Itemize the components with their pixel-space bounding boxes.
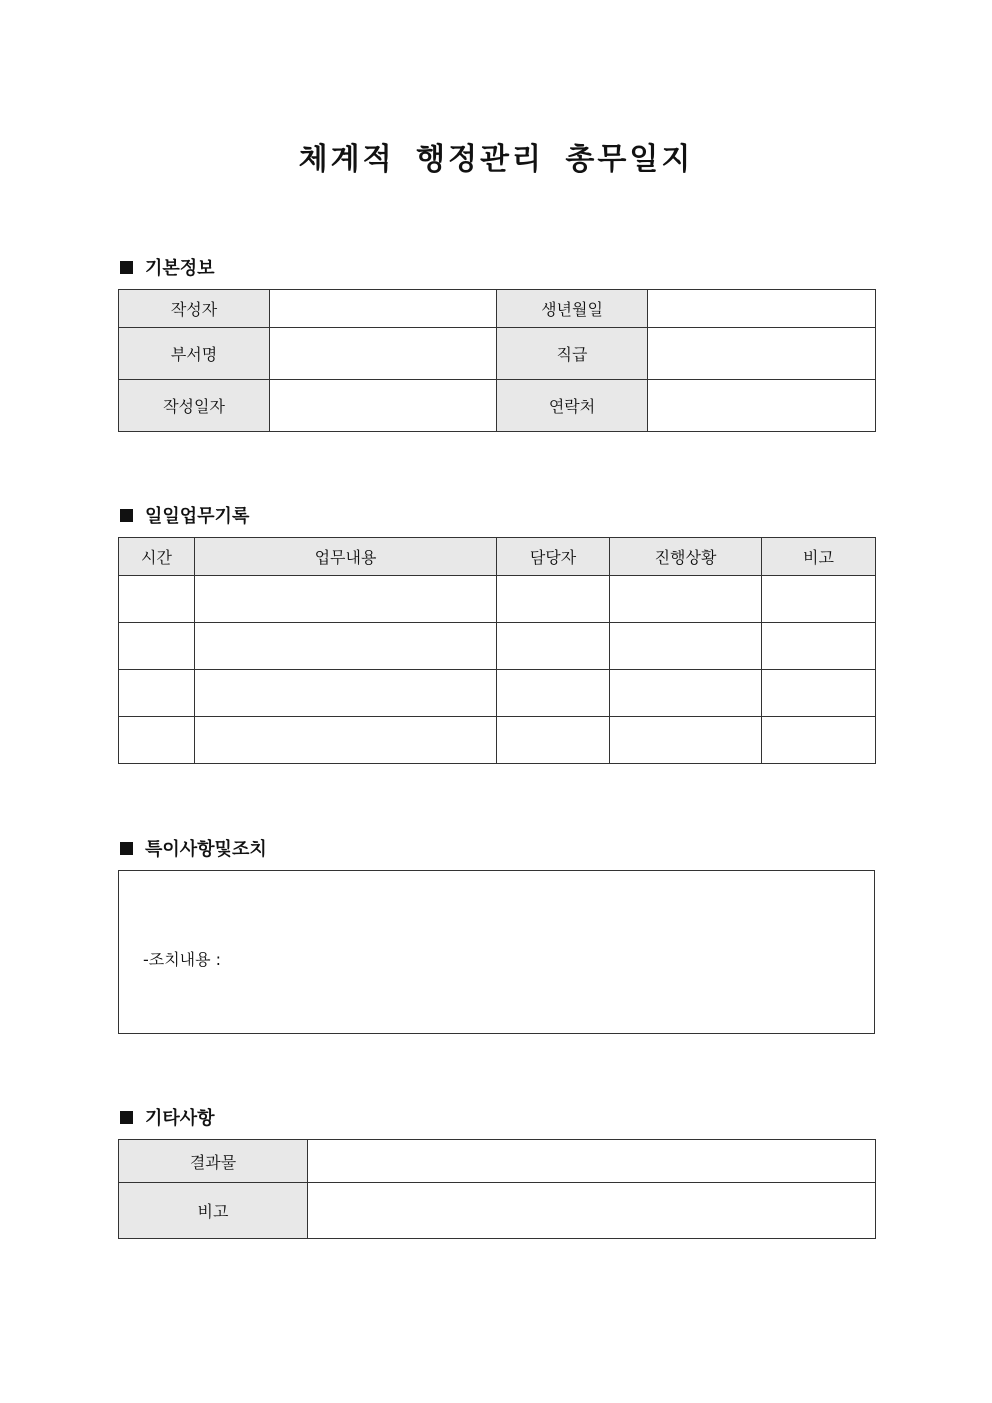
column-header-assignee: 담당자 [497, 538, 610, 576]
table-row [119, 623, 876, 670]
time-cell[interactable] [119, 670, 195, 717]
etc-table [118, 1139, 876, 1239]
square-bullet-icon [120, 261, 133, 274]
section-heading-label: 특이사항및조치 [145, 839, 267, 860]
daily-log-table [118, 537, 876, 764]
department-field[interactable] [270, 328, 497, 380]
assignee-cell[interactable] [497, 576, 610, 623]
progress-cell[interactable] [610, 623, 762, 670]
birthdate-label: 생년월일 [497, 290, 648, 328]
section-heading-etc [120, 1104, 215, 1130]
writer-label: 작성자 [119, 290, 270, 328]
section-heading-label: 일일업무기록 [145, 506, 250, 527]
birthdate-field[interactable] [648, 290, 876, 328]
time-cell[interactable] [119, 576, 195, 623]
time-cell[interactable] [119, 717, 195, 764]
progress-cell[interactable] [610, 576, 762, 623]
progress-cell[interactable] [610, 717, 762, 764]
column-header-note: 비고 [762, 538, 876, 576]
content-cell[interactable] [195, 670, 497, 717]
note-cell[interactable] [762, 717, 876, 764]
column-header-progress: 진행상황 [610, 538, 762, 576]
square-bullet-icon [120, 842, 133, 855]
section-heading-label: 기본정보 [145, 258, 215, 279]
section-heading-label: 기타사항 [145, 1108, 215, 1129]
contact-field[interactable] [648, 380, 876, 432]
result-field[interactable] [308, 1140, 876, 1183]
square-bullet-icon [120, 509, 133, 522]
column-header-time: 시간 [119, 538, 195, 576]
position-label: 직급 [497, 328, 648, 380]
section-heading-basic [120, 254, 215, 280]
content-cell[interactable] [195, 623, 497, 670]
assignee-cell[interactable] [497, 623, 610, 670]
department-label: 부서명 [119, 328, 270, 380]
action-content-label: -조치내용 : [143, 950, 222, 969]
assignee-cell[interactable] [497, 717, 610, 764]
note-label: 비고 [119, 1183, 308, 1239]
contact-label: 연락처 [497, 380, 648, 432]
basic-info-table [118, 289, 876, 432]
note-cell[interactable] [762, 670, 876, 717]
date-field[interactable] [270, 380, 497, 432]
special-notes-box[interactable] [118, 870, 875, 1034]
table-row [119, 576, 876, 623]
table-row [119, 717, 876, 764]
date-label: 작성일자 [119, 380, 270, 432]
note-field[interactable] [308, 1183, 876, 1239]
content-cell[interactable] [195, 576, 497, 623]
table-row [119, 670, 876, 717]
content-cell[interactable] [195, 717, 497, 764]
section-heading-special [120, 835, 267, 861]
section-heading-daily [120, 502, 249, 528]
progress-cell[interactable] [610, 670, 762, 717]
note-cell[interactable] [762, 576, 876, 623]
result-label: 결과물 [119, 1140, 308, 1183]
square-bullet-icon [120, 1111, 133, 1124]
note-cell[interactable] [762, 623, 876, 670]
time-cell[interactable] [119, 623, 195, 670]
page-title: 체계적 행정관리 총무일지 [298, 142, 694, 177]
position-field[interactable] [648, 328, 876, 380]
assignee-cell[interactable] [497, 670, 610, 717]
writer-field[interactable] [270, 290, 497, 328]
column-header-content: 업무내용 [195, 538, 497, 576]
